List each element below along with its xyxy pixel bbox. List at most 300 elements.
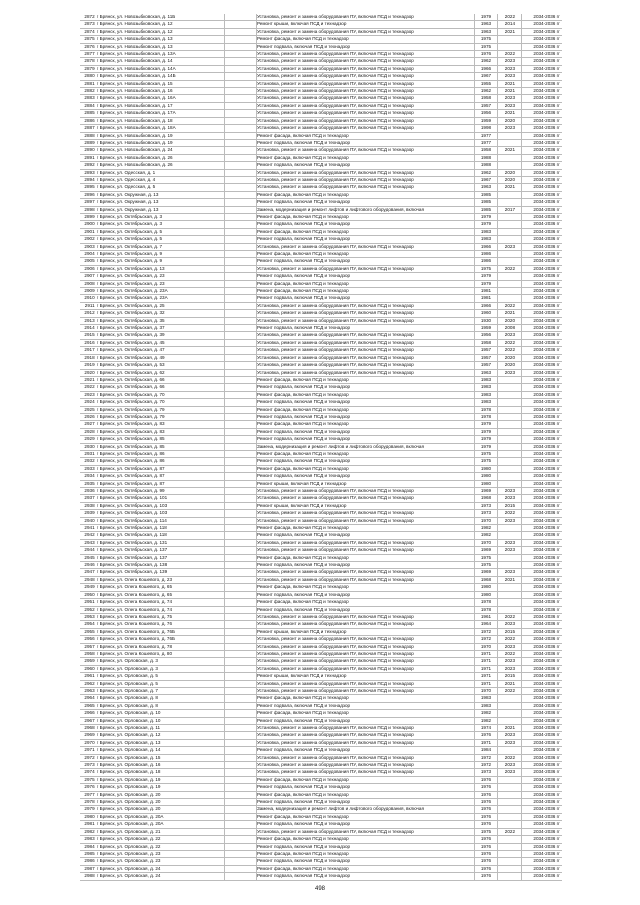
work-type-cell: Установка, ремонт и замена оборудования ПУ, включая ПСД и технадзор <box>256 147 474 154</box>
last-repair-year-cell <box>498 806 522 813</box>
last-repair-year-cell: 2023 <box>498 73 522 80</box>
work-type-cell: Установка, ремонт и замена оборудования ПУ, включая ПСД и технадзор <box>256 680 474 687</box>
blank-cell <box>224 873 256 880</box>
last-repair-year-cell: 2023 <box>498 658 522 665</box>
table-row <box>80 436 562 443</box>
address-cell: г Брянск, ул. Одесская, д. 1 <box>97 169 225 176</box>
last-repair-year-cell <box>498 295 522 302</box>
last-repair-year-cell: 2020 <box>498 176 522 183</box>
work-type-cell: Ремонт подвала, включая ПСД и технадзор <box>256 436 474 443</box>
year-built-cell: 1976 <box>474 799 498 806</box>
last-repair-year-cell: 2021 <box>498 28 522 35</box>
year-built-cell: 1976 <box>474 791 498 798</box>
last-repair-year-cell: 2023 <box>498 243 522 250</box>
address-cell: г Брянск, ул. Октябрьская, д. 25 <box>97 302 225 309</box>
planned-period-cell: 2034-2036 гг <box>522 369 562 376</box>
table-row <box>80 762 562 769</box>
table-row <box>80 510 562 517</box>
blank-cell <box>224 280 256 287</box>
table-row <box>80 347 562 354</box>
year-built-cell: 1982 <box>474 717 498 724</box>
work-type-cell: Замена, модернизация и ремонт лифтов и лифтового оборудования, включая <box>256 443 474 450</box>
planned-period-cell: 2034-2036 гг <box>522 813 562 820</box>
address-cell: г Брянск, ул. Орловская, д. 20 <box>97 791 225 798</box>
last-repair-year-cell <box>498 280 522 287</box>
planned-period-cell: 2034-2036 гг <box>522 465 562 472</box>
last-repair-year-cell <box>498 228 522 235</box>
table-row <box>80 65 562 72</box>
blank-cell <box>224 584 256 591</box>
last-repair-year-cell: 2021 <box>498 725 522 732</box>
work-type-cell: Установка, ремонт и замена оборудования ПУ, включая ПСД и технадзор <box>256 754 474 761</box>
planned-period-cell: 2034-2036 гг <box>522 510 562 517</box>
blank-cell <box>224 517 256 524</box>
address-cell: г Брянск, ул. Октябрьская, д. 37 <box>97 325 225 332</box>
address-cell: г Брянск, ул. Октябрьская, д. 87 <box>97 465 225 472</box>
table-row <box>80 102 562 109</box>
blank-cell <box>224 739 256 746</box>
row-number: 2913 <box>80 317 97 324</box>
blank-cell <box>224 169 256 176</box>
row-number: 2949 <box>80 584 97 591</box>
year-built-cell: 1964 <box>474 621 498 628</box>
table-row <box>80 184 562 191</box>
year-built-cell: 1982 <box>474 525 498 532</box>
table-row <box>80 221 562 228</box>
last-repair-year-cell <box>498 221 522 228</box>
work-type-cell: Ремонт крыши, включая ПСД и технадзор <box>256 502 474 509</box>
address-cell: г Брянск, ул. Орловская, д. 20 <box>97 799 225 806</box>
address-cell: г Брянск, ул. Орловская, д. 11 <box>97 725 225 732</box>
table-row <box>80 621 562 628</box>
address-cell: г Брянск, ул. Олега Кошевого, д. 74 <box>97 599 225 606</box>
blank-cell <box>224 384 256 391</box>
planned-period-cell: 2034-2036 гг <box>522 806 562 813</box>
work-type-cell: Установка, ремонт и замена оборудования ПУ, включая ПСД и технадзор <box>256 102 474 109</box>
blank-cell <box>224 495 256 502</box>
work-type-cell: Ремонт крыши, включая ПСД и технадзор <box>256 628 474 635</box>
last-repair-year-cell <box>498 821 522 828</box>
blank-cell <box>224 125 256 132</box>
blank-cell <box>224 621 256 628</box>
last-repair-year-cell <box>498 858 522 865</box>
planned-period-cell: 2034-2036 гг <box>522 710 562 717</box>
blank-cell <box>224 547 256 554</box>
table-row <box>80 443 562 450</box>
year-built-cell: 1980 <box>474 584 498 591</box>
blank-cell <box>224 606 256 613</box>
address-cell: г Брянск, ул. Новозыбковская, д. 19 <box>97 139 225 146</box>
planned-period-cell: 2034-2036 гг <box>522 265 562 272</box>
planned-period-cell: 2034-2036 гг <box>522 673 562 680</box>
planned-period-cell: 2034-2036 гг <box>522 776 562 783</box>
row-number: 2975 <box>80 776 97 783</box>
row-number: 2943 <box>80 539 97 546</box>
work-type-cell: Ремонт подвала, включая ПСД и технадзор <box>256 858 474 865</box>
planned-period-cell: 2034-2036 гг <box>522 36 562 43</box>
table-row <box>80 710 562 717</box>
last-repair-year-cell: 2023 <box>498 58 522 65</box>
row-number: 2948 <box>80 576 97 583</box>
address-cell: г Брянск, ул. Орловская, д. 3 <box>97 665 225 672</box>
planned-period-cell: 2034-2036 гг <box>522 199 562 206</box>
year-built-cell: 1978 <box>474 606 498 613</box>
last-repair-year-cell: 2022 <box>498 613 522 620</box>
row-number: 2907 <box>80 273 97 280</box>
blank-cell <box>224 251 256 258</box>
year-built-cell: 1979 <box>474 213 498 220</box>
blank-cell <box>224 413 256 420</box>
table-row <box>80 665 562 672</box>
planned-period-cell: 2034-2036 гг <box>522 391 562 398</box>
year-built-cell: 1968 <box>474 495 498 502</box>
year-built-cell: 1972 <box>474 762 498 769</box>
row-number: 2963 <box>80 687 97 694</box>
table-row <box>80 421 562 428</box>
planned-period-cell: 2034-2036 гг <box>522 288 562 295</box>
work-type-cell: Установка, ремонт и замена оборудования ПУ, включая ПСД и технадзор <box>256 302 474 309</box>
last-repair-year-cell: 2023 <box>498 643 522 650</box>
table-row <box>80 258 562 265</box>
planned-period-cell: 2034-2036 гг <box>522 73 562 80</box>
row-number: 2984 <box>80 843 97 850</box>
blank-cell <box>224 865 256 872</box>
work-type-cell: Ремонт подвала, включая ПСД и технадзор <box>256 384 474 391</box>
last-repair-year-cell <box>498 199 522 206</box>
last-repair-year-cell: 2023 <box>498 569 522 576</box>
row-number: 2895 <box>80 184 97 191</box>
year-built-cell: 1962 <box>474 169 498 176</box>
address-cell: г Брянск, ул. Орловская, д. 15 <box>97 754 225 761</box>
row-number: 2982 <box>80 828 97 835</box>
row-number: 2955 <box>80 628 97 635</box>
row-number: 2927 <box>80 421 97 428</box>
blank-cell <box>224 236 256 243</box>
row-number: 2952 <box>80 606 97 613</box>
blank-cell <box>224 813 256 820</box>
address-cell: г Брянск, ул. Орловская, д. 24 <box>97 865 225 872</box>
year-built-cell: 1976 <box>474 51 498 58</box>
planned-period-cell: 2034-2036 гг <box>522 791 562 798</box>
address-cell: г Брянск, ул. Октябрьская, д. 66 <box>97 384 225 391</box>
row-number: 2954 <box>80 621 97 628</box>
table-row <box>80 88 562 95</box>
blank-cell <box>224 836 256 843</box>
year-built-cell: 1975 <box>474 265 498 272</box>
work-type-cell: Установка, ремонт и замена оборудования ПУ, включая ПСД и технадзор <box>256 265 474 272</box>
row-number: 2879 <box>80 65 97 72</box>
planned-period-cell: 2034-2036 гг <box>522 317 562 324</box>
blank-cell <box>224 310 256 317</box>
work-type-cell: Установка, ремонт и замена оборудования ПУ, включая ПСД и технадзор <box>256 88 474 95</box>
year-built-cell: 1979 <box>474 221 498 228</box>
work-type-cell: Ремонт фасада, включая ПСД и технадзор <box>256 450 474 457</box>
work-type-cell: Ремонт подвала, включая ПСД и технадзор <box>256 591 474 598</box>
address-cell: г Брянск, ул. Октябрьская, д. 79 <box>97 406 225 413</box>
table-row <box>80 687 562 694</box>
year-built-cell: 1976 <box>474 732 498 739</box>
last-repair-year-cell <box>498 399 522 406</box>
work-type-cell: Установка, ремонт и замена оборудования ПУ, включая ПСД и технадзор <box>256 569 474 576</box>
address-cell: г Брянск, ул. Окружная, д. 13 <box>97 206 225 213</box>
table-row <box>80 591 562 598</box>
row-number: 2908 <box>80 280 97 287</box>
last-repair-year-cell: 2023 <box>498 488 522 495</box>
blank-cell <box>224 154 256 161</box>
blank-cell <box>224 858 256 865</box>
row-number: 2962 <box>80 680 97 687</box>
blank-cell <box>224 525 256 532</box>
address-cell: г Брянск, ул. Октябрьская, д. 9 <box>97 258 225 265</box>
address-cell: г Брянск, ул. Орловская, д. 8 <box>97 695 225 702</box>
planned-period-cell: 2034-2036 гг <box>522 488 562 495</box>
planned-period-cell: 2034-2036 гг <box>522 362 562 369</box>
year-built-cell: 1979 <box>474 421 498 428</box>
planned-period-cell: 2034-2036 гг <box>522 88 562 95</box>
row-number: 2961 <box>80 673 97 680</box>
address-cell: г Брянск, ул. Октябрьская, д. 49 <box>97 354 225 361</box>
last-repair-year-cell: 2023 <box>498 95 522 102</box>
planned-period-cell: 2034-2036 гг <box>522 502 562 509</box>
year-built-cell: 1986 <box>474 251 498 258</box>
table-row <box>80 465 562 472</box>
year-built-cell: 1962 <box>474 58 498 65</box>
blank-cell <box>224 302 256 309</box>
table-row <box>80 273 562 280</box>
page-number: 498 <box>314 886 325 892</box>
year-built-cell: 1963 <box>474 184 498 191</box>
planned-period-cell: 2034-2036 гг <box>522 784 562 791</box>
table-row <box>80 21 562 28</box>
table-row <box>80 376 562 383</box>
address-cell: г Брянск, ул. Октябрьская, д. 85 <box>97 443 225 450</box>
planned-period-cell: 2034-2036 гг <box>522 213 562 220</box>
blank-cell <box>224 539 256 546</box>
address-cell: г Брянск, ул. Новозыбковская, д. 13 <box>97 36 225 43</box>
last-repair-year-cell <box>498 584 522 591</box>
last-repair-year-cell: 2008 <box>498 325 522 332</box>
work-type-cell: Установка, ремонт и замена оборудования ПУ, включая ПСД и технадзор <box>256 495 474 502</box>
year-built-cell: 1975 <box>474 562 498 569</box>
last-repair-year-cell <box>498 436 522 443</box>
address-cell: г Брянск, ул. Октябрьская, д. 5 <box>97 236 225 243</box>
last-repair-year-cell: 2023 <box>498 495 522 502</box>
work-type-cell: Установка, ремонт и замена оборудования ПУ, включая ПСД и технадзор <box>256 110 474 117</box>
blank-cell <box>224 347 256 354</box>
planned-period-cell: 2034-2036 гг <box>522 221 562 228</box>
planned-period-cell: 2034-2036 гг <box>522 628 562 635</box>
work-type-cell: Ремонт подвала, включая ПСД и технадзор <box>256 821 474 828</box>
document-sheet <box>80 14 562 881</box>
planned-period-cell: 2034-2036 гг <box>522 132 562 139</box>
planned-period-cell: 2034-2036 гг <box>522 591 562 598</box>
blank-cell <box>224 673 256 680</box>
planned-period-cell: 2034-2036 гг <box>522 517 562 524</box>
year-built-cell: 1983 <box>474 695 498 702</box>
table-row <box>80 354 562 361</box>
blank-cell <box>224 569 256 576</box>
last-repair-year-cell <box>498 213 522 220</box>
table-row <box>80 117 562 124</box>
last-repair-year-cell: 2021 <box>498 576 522 583</box>
work-type-cell: Ремонт фасада, включая ПСД и технадзор <box>256 154 474 161</box>
table-row <box>80 495 562 502</box>
row-number: 2914 <box>80 325 97 332</box>
row-number: 2946 <box>80 562 97 569</box>
table-row <box>80 191 562 198</box>
year-built-cell: 1975 <box>474 828 498 835</box>
blank-cell <box>224 510 256 517</box>
last-repair-year-cell <box>498 591 522 598</box>
address-cell: г Брянск, ул. Октябрьская, д. 13 <box>97 265 225 272</box>
work-type-cell: Ремонт подвала, включая ПСД и технадзор <box>256 747 474 754</box>
address-cell: г Брянск, ул. Новозыбковская, д. 16 <box>97 88 225 95</box>
blank-cell <box>224 747 256 754</box>
table-row <box>80 828 562 835</box>
row-number: 2928 <box>80 428 97 435</box>
blank-cell <box>224 784 256 791</box>
planned-period-cell: 2034-2036 гг <box>522 495 562 502</box>
work-type-cell: Установка, ремонт и замена оборудования ПУ, включая ПСД и технадзор <box>256 184 474 191</box>
blank-cell <box>224 213 256 220</box>
address-cell: г Брянск, ул. Октябрьская, д. 3 <box>97 221 225 228</box>
address-cell: г Брянск, ул. Орловская, д. 24 <box>97 873 225 880</box>
blank-cell <box>224 36 256 43</box>
blank-cell <box>224 680 256 687</box>
planned-period-cell: 2034-2036 гг <box>522 754 562 761</box>
address-cell: г Брянск, ул. Октябрьская, д. 114 <box>97 517 225 524</box>
work-type-cell: Установка, ремонт и замена оборудования ПУ, включая ПСД и технадзор <box>256 687 474 694</box>
year-built-cell: 1972 <box>474 754 498 761</box>
address-cell: г Брянск, ул. Октябрьская, д. 87 <box>97 480 225 487</box>
planned-period-cell: 2034-2036 гг <box>522 65 562 72</box>
row-number: 2904 <box>80 251 97 258</box>
blank-cell <box>224 769 256 776</box>
table-row <box>80 169 562 176</box>
work-type-cell: Замена, модернизация и ремонт лифтов и лифтового оборудования, включая <box>256 206 474 213</box>
row-number: 2890 <box>80 147 97 154</box>
row-number: 2917 <box>80 347 97 354</box>
address-cell: г Брянск, ул. Октябрьская, д. 101 <box>97 495 225 502</box>
address-cell: г Брянск, ул. Октябрьская, д. 137 <box>97 554 225 561</box>
planned-period-cell: 2034-2036 гг <box>522 28 562 35</box>
address-cell: г Брянск, ул. Орловская, д. 16 <box>97 762 225 769</box>
work-type-cell: Установка, ремонт и замена оборудования ПУ, включая ПСД и технадзор <box>256 658 474 665</box>
last-repair-year-cell: 2023 <box>498 547 522 554</box>
year-built-cell: 1978 <box>474 413 498 420</box>
year-built-cell: 1976 <box>474 850 498 857</box>
last-repair-year-cell <box>498 836 522 843</box>
row-number: 2944 <box>80 547 97 554</box>
address-cell: г Брянск, ул. Орловская, д. 20А <box>97 821 225 828</box>
last-repair-year-cell: 2023 <box>498 732 522 739</box>
last-repair-year-cell: 2022 <box>498 265 522 272</box>
planned-period-cell: 2034-2036 гг <box>522 117 562 124</box>
work-type-cell: Ремонт фасада, включая ПСД и технадзор <box>256 191 474 198</box>
year-built-cell: 1956 <box>474 110 498 117</box>
blank-cell <box>224 14 256 21</box>
row-number: 2972 <box>80 754 97 761</box>
address-cell: г Брянск, ул. Октябрьская, д. 23 <box>97 273 225 280</box>
address-cell: г Брянск, ул. Октябрьская, д. 3 <box>97 213 225 220</box>
work-type-cell: Ремонт подвала, включая ПСД и технадзор <box>256 458 474 465</box>
address-cell: г Брянск, ул. Октябрьская, д. 53 <box>97 362 225 369</box>
year-built-cell: 1980 <box>474 480 498 487</box>
planned-period-cell: 2034-2036 гг <box>522 176 562 183</box>
row-number: 2933 <box>80 465 97 472</box>
blank-cell <box>224 843 256 850</box>
work-type-cell: Ремонт фасада, включая ПСД и технадзор <box>256 850 474 857</box>
row-number: 2909 <box>80 288 97 295</box>
year-built-cell: 1969 <box>474 569 498 576</box>
last-repair-year-cell <box>498 406 522 413</box>
planned-period-cell: 2034-2036 гг <box>522 436 562 443</box>
planned-period-cell: 2034-2036 гг <box>522 480 562 487</box>
address-cell: г Брянск, ул. Орловская, д. 13 <box>97 739 225 746</box>
address-cell: г Брянск, ул. Новозыбковская, д. 13 <box>97 43 225 50</box>
last-repair-year-cell: 2023 <box>498 621 522 628</box>
planned-period-cell: 2034-2036 гг <box>522 421 562 428</box>
last-repair-year-cell <box>498 843 522 850</box>
blank-cell <box>224 317 256 324</box>
year-built-cell: 1976 <box>474 865 498 872</box>
planned-period-cell: 2034-2036 гг <box>522 280 562 287</box>
work-type-cell: Ремонт фасада, включая ПСД и технадзор <box>256 280 474 287</box>
address-cell: г Брянск, ул. Орловская, д. 10 <box>97 717 225 724</box>
year-built-cell: 1967 <box>474 176 498 183</box>
address-cell: г Брянск, ул. Олега Кошевого, д. 75 <box>97 613 225 620</box>
table-row <box>80 702 562 709</box>
address-cell: г Брянск, ул. Новозыбковская, д. 26 <box>97 154 225 161</box>
work-type-cell: Установка, ремонт и замена оборудования ПУ, включая ПСД и технадзор <box>256 613 474 620</box>
year-built-cell: 1978 <box>474 406 498 413</box>
year-built-cell: 1962 <box>474 88 498 95</box>
work-type-cell: Ремонт подвала, включая ПСД и технадзор <box>256 258 474 265</box>
year-built-cell: 1963 <box>474 28 498 35</box>
table-row <box>80 280 562 287</box>
blank-cell <box>224 95 256 102</box>
row-number: 2923 <box>80 391 97 398</box>
table-row <box>80 243 562 250</box>
address-cell: г Брянск, ул. Новозыбковская, д. 12 <box>97 21 225 28</box>
work-type-cell: Ремонт фасада, включая ПСД и технадзор <box>256 695 474 702</box>
table-row <box>80 406 562 413</box>
work-type-cell: Установка, ремонт и замена оборудования ПУ, включая ПСД и технадзор <box>256 725 474 732</box>
row-number: 2938 <box>80 502 97 509</box>
last-repair-year-cell: 2021 <box>498 80 522 87</box>
row-number: 2912 <box>80 310 97 317</box>
last-repair-year-cell <box>498 36 522 43</box>
planned-period-cell: 2034-2036 гг <box>522 554 562 561</box>
row-number: 2926 <box>80 413 97 420</box>
work-type-cell: Установка, ремонт и замена оборудования ПУ, включая ПСД и технадзор <box>256 488 474 495</box>
year-built-cell: 1976 <box>474 836 498 843</box>
blank-cell <box>224 228 256 235</box>
row-number: 2936 <box>80 488 97 495</box>
blank-cell <box>224 532 256 539</box>
address-cell: г Брянск, ул. Октябрьская, д. 137 <box>97 547 225 554</box>
planned-period-cell: 2034-2036 гг <box>522 139 562 146</box>
address-cell: г Брянск, ул. Новозыбковская, д. 12 <box>97 28 225 35</box>
planned-period-cell: 2034-2036 гг <box>522 717 562 724</box>
last-repair-year-cell <box>498 799 522 806</box>
row-number: 2916 <box>80 339 97 346</box>
work-type-cell: Установка, ремонт и замена оборудования ПУ, включая ПСД и технадзор <box>256 576 474 583</box>
address-cell: г Брянск, ул. Октябрьская, д. 139 <box>97 569 225 576</box>
table-row <box>80 554 562 561</box>
address-cell: г Брянск, ул. Олега Кошевого, д. 23 <box>97 576 225 583</box>
table-row <box>80 428 562 435</box>
